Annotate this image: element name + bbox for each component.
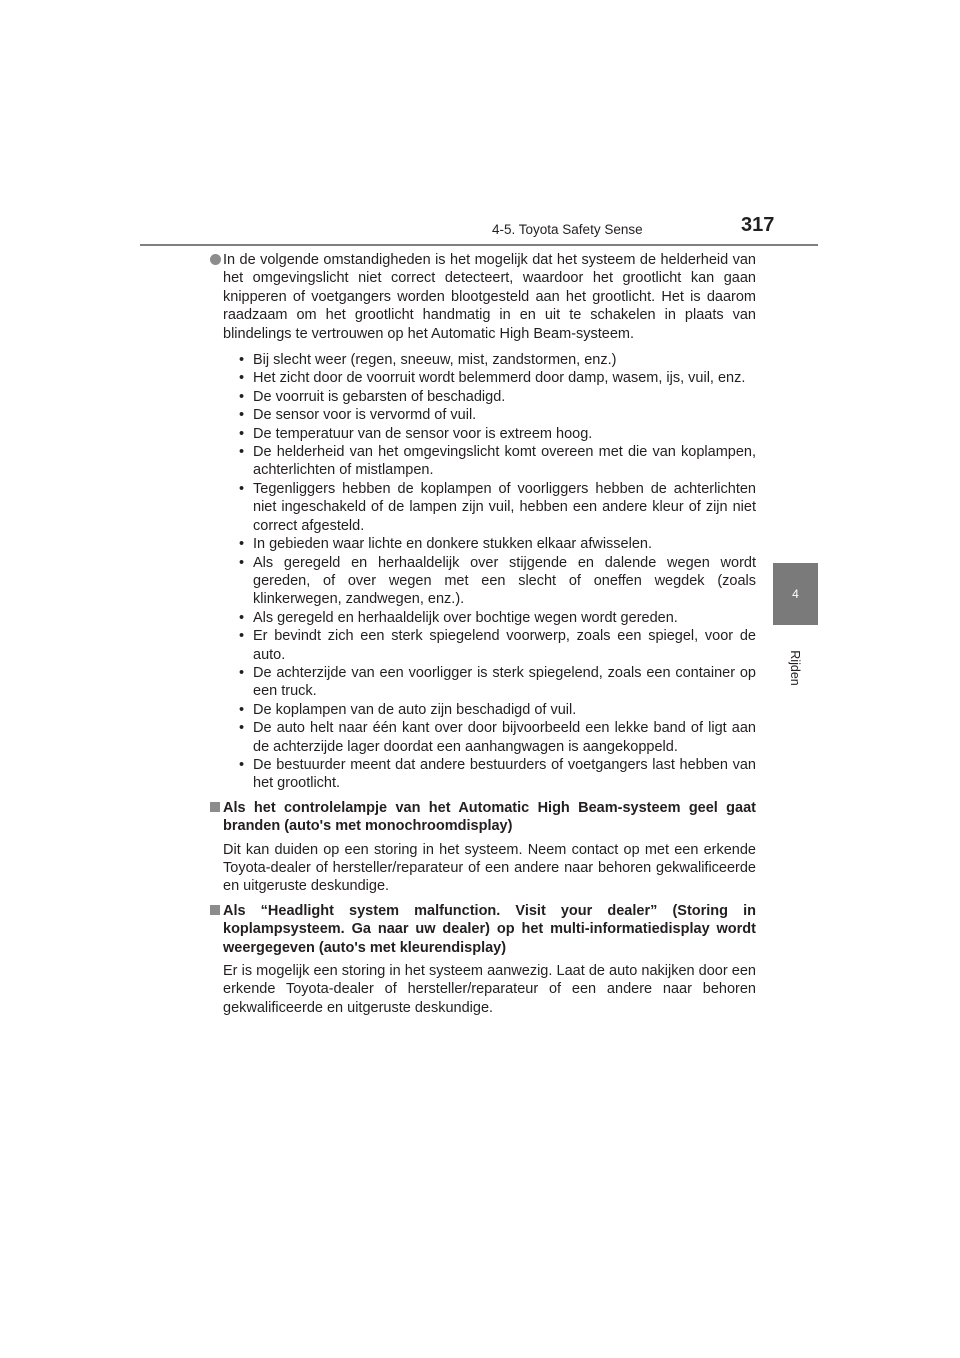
list-item: • De helderheid van het omgevingslicht komt overeen met die van koplampen, achterlichten of mistlampen. [237, 443, 756, 480]
square-bullet-icon [210, 905, 220, 915]
list-item: • Tegenliggers hebben de koplampen of voorliggers hebben de achterlichten niet ingeschakeld of de lampen zijn vuil, hebben een andere kleur of zijn niet correct afgesteld. [237, 480, 756, 535]
section-body: Er is mogelijk een storing in het systeem aanwezig. Laat de auto nakijken door een erkende Toyota-dealer of hersteller/reparateur of een andere naar behoren gekwalificeerde en uitgeruste deskundige. [223, 963, 756, 1016]
page-content [196, 251, 756, 1017]
section-color-display-warning [196, 902, 756, 1017]
list-item: • De koplampen van de auto zijn beschadigd of vuil. [237, 701, 756, 719]
list-item: • De achterzijde van een voorligger is sterk spiegelend, zoals een container op een truck. [237, 664, 756, 701]
chapter-number: 4 [792, 587, 799, 601]
list-item: • Bij slecht weer (regen, sneeuw, mist, zandstormen, enz.) [237, 351, 756, 369]
bullet-dot-icon [210, 254, 221, 265]
section-heading [196, 799, 756, 836]
intro-text: In de volgende omstandigheden is het mogelijk dat het systeem de helderheid van het omgevingslicht niet correct detecteert, waardoor het grootlicht kan gaan knipperen of voetgangers worden blootgesteld aan het grootlicht. Het is daarom raadzaam om het grootlicht handmatig in en uit te schakelen in plaats van blindelings te vertrouwen op het Automatic High Beam-systeem. [223, 252, 756, 342]
page-number: 317 [741, 214, 775, 236]
chapter-label: Rijden [788, 650, 802, 686]
section-heading-text: Als “Headlight system malfunction. Visit your dealer” (Storing in koplampsysteem. Ga naar uw dealer) op het multi-informatiedisplay wordt weergegeven (auto's met kleurendisplay) [223, 902, 756, 956]
list-item: • De sensor voor is vervormd of vuil. [237, 406, 756, 424]
section-body: Dit kan duiden op een storing in het systeem. Neem contact op met een erkende Toyota-dealer of hersteller/reparateur of een andere naar behoren gekwalificeerde en uitgeruste deskundige. [223, 841, 756, 895]
list-item: • De temperatuur van de sensor voor is extreem hoog. [237, 425, 756, 443]
list-item: • De auto helt naar één kant over door bijvoorbeeld een lekke band of ligt aan de achterzijde lager doordat een aanhangwagen is aangekoppeld. [237, 719, 756, 756]
list-item: • Er bevindt zich een sterk spiegelend voorwerp, zoals een spiegel, voor de auto. [237, 627, 756, 664]
header-divider [140, 244, 818, 246]
section-heading [196, 902, 756, 957]
list-item: • Als geregeld en herhaaldelijk over bochtige wegen wordt gereden. [237, 609, 756, 627]
header-section-title: 4-5. Toyota Safety Sense [492, 222, 643, 237]
section-monochrome-warning [196, 799, 756, 896]
chapter-tab [773, 563, 818, 625]
list-item: • Het zicht door de voorruit wordt belemmerd door damp, wasem, ijs, vuil, enz. [237, 369, 756, 387]
section-heading-text: Als het controlelampje van het Automatic High Beam-systeem geel gaat branden (auto's met monochroomdisplay) [223, 799, 756, 835]
condition-list [196, 351, 756, 793]
list-item: • In gebieden waar lichte en donkere stukken elkaar afwisselen. [237, 535, 756, 553]
intro-paragraph [196, 251, 756, 343]
list-item: • Als geregeld en herhaaldelijk over stijgende en dalende wegen wordt gereden, of over wegen met een slecht of oneffen wegdek (zoals klinkerwegen, zandwegen, enz.). [237, 554, 756, 609]
square-bullet-icon [210, 802, 220, 812]
list-item: • De voorruit is gebarsten of beschadigd. [237, 388, 756, 406]
list-item: • De bestuurder meent dat andere bestuurders of voetgangers last hebben van het grootlicht. [237, 756, 756, 793]
